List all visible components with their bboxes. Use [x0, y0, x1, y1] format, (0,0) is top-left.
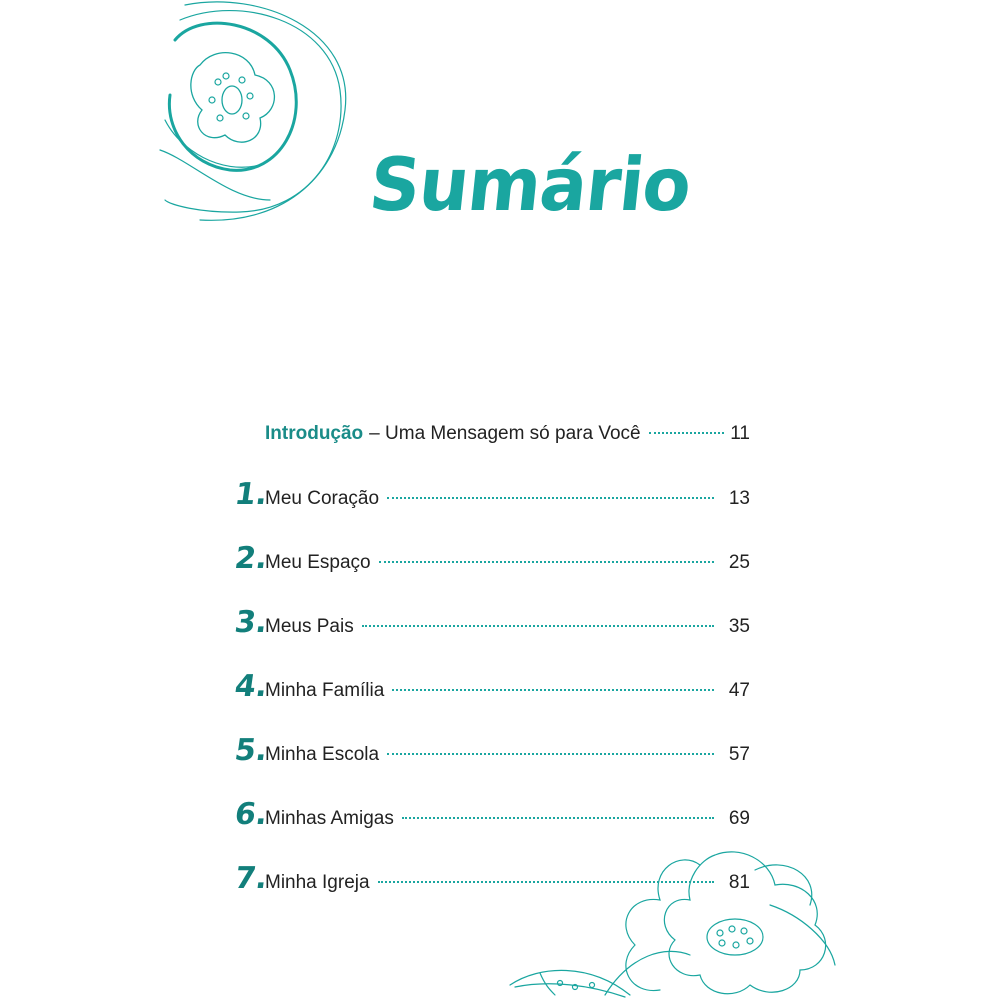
- chapter-number: 4.: [232, 669, 270, 704]
- chapter-page-number: 47: [728, 680, 750, 701]
- chapter-page-number: 69: [728, 808, 750, 829]
- toc-chapter-row[interactable]: [232, 669, 750, 709]
- toc-intro-row[interactable]: [265, 423, 750, 451]
- intro-page-number: 11: [730, 423, 750, 444]
- toc-chapter-row[interactable]: [232, 541, 750, 581]
- toc-chapter-row[interactable]: [232, 605, 750, 645]
- chapter-number: 5.: [232, 733, 270, 768]
- dot-leader: [379, 561, 714, 563]
- chapter-page-number: 25: [728, 552, 750, 573]
- flower-doodle-top-left-icon: [160, 0, 360, 230]
- dot-leader: [387, 497, 714, 499]
- chapter-number: 3.: [232, 605, 270, 640]
- chapter-number: 6.: [232, 797, 270, 832]
- page-title: Sumário: [365, 141, 695, 229]
- chapter-number: 2.: [232, 541, 270, 576]
- intro-subtitle: – Uma Mensagem só para Você: [369, 423, 641, 444]
- intro-label: Introdução: [265, 423, 364, 444]
- toc-chapter-row[interactable]: [232, 797, 750, 837]
- chapter-title: Meu Espaço: [265, 552, 371, 573]
- chapter-title: Meu Coração: [265, 488, 380, 509]
- chapter-title: Minha Escola: [265, 744, 380, 765]
- dot-leader: [402, 817, 714, 819]
- chapter-page-number: 13: [728, 488, 750, 509]
- dot-leader: [392, 689, 714, 691]
- chapter-page-number: 57: [728, 744, 750, 765]
- chapter-page-number: 35: [728, 616, 750, 637]
- toc-chapter-row[interactable]: [232, 477, 750, 517]
- chapter-title: Minhas Amigas: [265, 808, 394, 829]
- dot-leader: [362, 625, 714, 627]
- chapter-title: Meus Pais: [265, 616, 354, 637]
- chapter-number: 7.: [232, 861, 270, 896]
- chapter-page-number: 81: [728, 872, 750, 893]
- dot-leader: [649, 432, 725, 434]
- flower-doodle-bottom-right-icon: [500, 845, 840, 1000]
- dot-leader: [387, 753, 714, 755]
- chapter-title: Minha Família: [265, 680, 385, 701]
- chapter-number: 1.: [232, 477, 270, 512]
- chapter-title: Minha Igreja: [265, 872, 370, 893]
- toc-chapter-row[interactable]: [232, 733, 750, 773]
